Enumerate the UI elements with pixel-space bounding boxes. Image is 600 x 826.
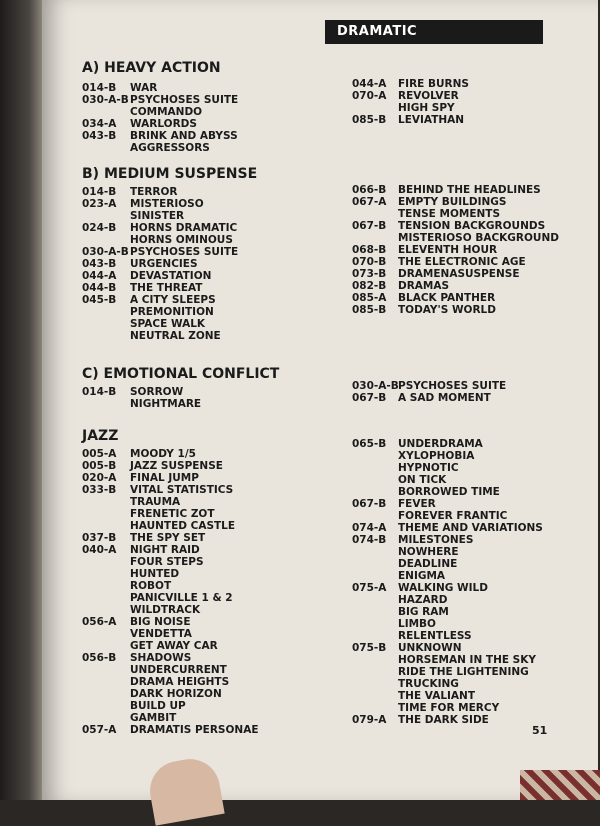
catalog-entry — [352, 654, 543, 666]
track-title: BIG NOISE — [130, 616, 191, 628]
track-title: HYPNOTIC — [398, 462, 459, 474]
catalog-entry — [352, 666, 543, 678]
track-title: THE THREAT — [130, 282, 203, 294]
catalog-entry — [352, 244, 559, 256]
track-title: SPACE WALK — [130, 318, 206, 330]
track-title: HAZARD — [398, 594, 448, 606]
track-title: A CITY SLEEPS — [130, 294, 216, 306]
list-emotional-conflict-cont — [352, 380, 506, 404]
track-code: 044-B — [82, 282, 117, 294]
catalog-entry — [352, 546, 543, 558]
track-title: GET AWAY CAR — [130, 640, 218, 652]
track-title: DARK HORIZON — [130, 688, 222, 700]
catalog-entry — [352, 102, 469, 114]
catalog-entry — [82, 712, 259, 724]
catalog-entry — [352, 256, 559, 268]
track-title: HIGH SPY — [398, 102, 455, 114]
track-code: 024-B — [82, 222, 117, 234]
catalog-entry — [82, 222, 238, 234]
track-title: FINAL JUMP — [130, 472, 199, 484]
list-medium-suspense-cont — [352, 184, 559, 316]
catalog-entry — [352, 630, 543, 642]
track-code: 014-B — [82, 82, 117, 94]
catalog-entry — [352, 90, 469, 102]
catalog-entry — [82, 568, 259, 580]
catalog-entry — [352, 558, 543, 570]
track-code: 079-A — [352, 714, 387, 726]
track-code: 067-B — [352, 392, 387, 404]
track-code: 033-B — [82, 484, 117, 496]
track-title: ENIGMA — [398, 570, 446, 582]
track-code: 067-A — [352, 196, 387, 208]
track-code: 067-B — [352, 220, 387, 232]
track-title: DRAMAS — [398, 280, 450, 292]
track-title: PANICVILLE 1 & 2 — [130, 592, 233, 604]
track-title: EMPTY BUILDINGS — [398, 196, 507, 208]
catalog-entry — [82, 82, 238, 94]
track-title: JAZZ SUSPENSE — [130, 460, 223, 472]
track-title: TRAUMA — [130, 496, 181, 508]
catalog-entry — [352, 462, 543, 474]
catalog-entry — [352, 268, 559, 280]
track-code: 056-B — [82, 652, 117, 664]
track-title: COMMANDO — [130, 106, 203, 118]
track-title: MOODY 1/5 — [130, 448, 196, 460]
track-code: 044-A — [82, 270, 117, 282]
track-code: 056-A — [82, 616, 117, 628]
track-title: FIRE BURNS — [398, 78, 469, 90]
catalog-entry — [352, 594, 543, 606]
heading-jazz: JAZZ — [82, 428, 119, 444]
track-title: BLACK PANTHER — [398, 292, 496, 304]
track-title: FRENETIC ZOT — [130, 508, 215, 520]
track-title: HORNS OMINOUS — [130, 234, 233, 246]
catalog-entry — [352, 678, 543, 690]
track-code: 085-B — [352, 304, 387, 316]
catalog-entry — [82, 688, 259, 700]
track-title: TRUCKING — [398, 678, 459, 690]
track-title: BRINK AND ABYSS — [130, 130, 238, 142]
catalog-entry — [82, 724, 259, 736]
catalog-entry — [352, 510, 543, 522]
track-title: NOWHERE — [398, 546, 459, 558]
track-title: UNDERCURRENT — [130, 664, 227, 676]
track-title: HAUNTED CASTLE — [130, 520, 236, 532]
track-code: 020-A — [82, 472, 117, 484]
catalog-entry — [82, 544, 259, 556]
track-title: GAMBIT — [130, 712, 177, 724]
catalog-entry — [352, 450, 543, 462]
track-code: 085-B — [352, 114, 387, 126]
track-code: 030-A-B — [82, 246, 129, 258]
catalog-entry — [352, 78, 469, 90]
catalog-entry — [82, 258, 238, 270]
track-code: 073-B — [352, 268, 387, 280]
heading-medium-suspense: B) MEDIUM SUSPENSE — [82, 166, 258, 182]
track-title: ON TICK — [398, 474, 447, 486]
track-title: NIGHT RAID — [130, 544, 200, 556]
catalog-entry — [82, 448, 259, 460]
catalog-entry — [352, 522, 543, 534]
catalog-entry — [82, 398, 201, 410]
catalog-entry — [352, 184, 559, 196]
track-title: NEUTRAL ZONE — [130, 330, 221, 342]
catalog-entry — [82, 318, 238, 330]
track-title: TERROR — [130, 186, 178, 198]
track-title: SHADOWS — [130, 652, 192, 664]
track-code: 065-B — [352, 438, 387, 450]
track-code: 014-B — [82, 386, 117, 398]
track-code: 014-B — [82, 186, 117, 198]
track-title: THE VALIANT — [398, 690, 475, 702]
catalog-entry — [82, 270, 238, 282]
track-title: LIMBO — [398, 618, 436, 630]
track-title: DEADLINE — [398, 558, 458, 570]
catalog-entry — [352, 438, 543, 450]
track-title: RELENTLESS — [398, 630, 472, 642]
list-jazz-cont — [352, 438, 543, 726]
catalog-entry — [82, 130, 238, 142]
track-title: URGENCIES — [130, 258, 198, 270]
catalog-entry — [352, 606, 543, 618]
track-title: THE SPY SET — [130, 532, 206, 544]
catalog-entry — [82, 330, 238, 342]
track-code: 005-B — [82, 460, 117, 472]
catalog-entry — [82, 282, 238, 294]
track-code: 040-A — [82, 544, 117, 556]
track-title: REVOLVER — [398, 90, 459, 102]
catalog-entry — [352, 714, 543, 726]
catalog-entry — [82, 520, 259, 532]
track-code: 068-B — [352, 244, 387, 256]
track-title: BEHIND THE HEADLINES — [398, 184, 541, 196]
catalog-entry — [352, 642, 543, 654]
catalog-entry — [352, 114, 469, 126]
track-title: PSYCHOSES SUITE — [398, 380, 507, 392]
catalog-entry — [352, 280, 559, 292]
catalog-entry — [82, 532, 259, 544]
catalog-entry — [352, 304, 559, 316]
track-code: 075-B — [352, 642, 387, 654]
track-title: WARLORDS — [130, 118, 197, 130]
track-code: 066-B — [352, 184, 387, 196]
catalog-entry — [352, 380, 506, 392]
catalog-entry — [82, 142, 238, 154]
track-title: UNDERDRAMA — [398, 438, 483, 450]
track-title: THE ELECTRONIC AGE — [398, 256, 526, 268]
rug-background — [520, 770, 600, 800]
track-title: SORROW — [130, 386, 184, 398]
catalog-entry — [352, 534, 543, 546]
track-title: HORNS DRAMATIC — [130, 222, 238, 234]
track-code: 075-A — [352, 582, 387, 594]
list-emotional-conflict — [82, 386, 201, 410]
catalog-entry — [82, 556, 259, 568]
catalog-entry — [82, 592, 259, 604]
catalog-entry — [82, 508, 259, 520]
track-title: RIDE THE LIGHTENING — [398, 666, 529, 678]
track-title: ELEVENTH HOUR — [398, 244, 498, 256]
track-title: WALKING WILD — [398, 582, 488, 594]
list-heavy-action — [82, 82, 238, 154]
catalog-entry — [82, 484, 259, 496]
track-title: WILDTRACK — [130, 604, 201, 616]
track-title: VITAL STATISTICS — [130, 484, 234, 496]
track-code: 037-B — [82, 532, 117, 544]
track-title: PREMONITION — [130, 306, 214, 318]
catalog-entry — [82, 106, 238, 118]
catalog-entry — [82, 186, 238, 198]
track-title: LEVIATHAN — [398, 114, 465, 126]
track-title: MILESTONES — [398, 534, 474, 546]
track-title: TENSION BACKGROUNDS — [398, 220, 546, 232]
track-title: THEME AND VARIATIONS — [398, 522, 543, 534]
catalog-entry — [352, 232, 559, 244]
track-title: XYLOPHOBIA — [398, 450, 475, 462]
track-title: THE DARK SIDE — [398, 714, 489, 726]
track-title: ROBOT — [130, 580, 172, 592]
catalog-entry — [82, 460, 259, 472]
track-code: 005-A — [82, 448, 117, 460]
track-title: PSYCHOSES SUITE — [130, 246, 239, 258]
catalog-entry — [352, 220, 559, 232]
track-code: 070-B — [352, 256, 387, 268]
section-banner — [325, 20, 543, 44]
track-title: HORSEMAN IN THE SKY — [398, 654, 536, 666]
catalog-entry — [82, 664, 259, 676]
track-title: FEVER — [398, 498, 436, 510]
catalog-entry — [82, 294, 238, 306]
track-code: 034-A — [82, 118, 117, 130]
catalog-entry — [82, 700, 259, 712]
track-title: BIG RAM — [398, 606, 449, 618]
catalog-entry — [82, 198, 238, 210]
track-title: DRAMENASUSPENSE — [398, 268, 520, 280]
track-code: 074-A — [352, 522, 387, 534]
track-code: 057-A — [82, 724, 117, 736]
track-code: 067-B — [352, 498, 387, 510]
track-title: VENDETTA — [130, 628, 192, 640]
catalog-entry — [352, 392, 506, 404]
catalog-entry — [352, 474, 543, 486]
list-medium-suspense — [82, 186, 238, 342]
track-title: TODAY'S WORLD — [398, 304, 496, 316]
track-title: WAR — [130, 82, 158, 94]
catalog-entry — [82, 628, 259, 640]
track-code: 082-B — [352, 280, 387, 292]
heading-emotional-conflict: C) EMOTIONAL CONFLICT — [82, 366, 280, 382]
track-code: 043-B — [82, 130, 117, 142]
track-title: BUILD UP — [130, 700, 186, 712]
catalog-entry — [82, 210, 238, 222]
track-title: A SAD MOMENT — [398, 392, 491, 404]
track-title: MISTERIOSO — [130, 198, 204, 210]
track-title: DRAMA HEIGHTS — [130, 676, 230, 688]
track-code: 043-B — [82, 258, 117, 270]
track-title: TENSE MOMENTS — [398, 208, 501, 220]
catalog-entry — [352, 690, 543, 702]
track-title: BORROWED TIME — [398, 486, 500, 498]
list-heavy-action-cont — [352, 78, 469, 126]
track-code: 070-A — [352, 90, 387, 102]
track-title: FOUR STEPS — [130, 556, 204, 568]
catalog-entry — [82, 652, 259, 664]
track-code: 044-A — [352, 78, 387, 90]
track-code: 045-B — [82, 294, 117, 306]
catalog-entry — [82, 496, 259, 508]
catalog-entry — [352, 570, 543, 582]
catalog-entry — [352, 208, 559, 220]
catalog-entry — [352, 196, 559, 208]
catalog-entry — [82, 676, 259, 688]
catalog-entry — [352, 702, 543, 714]
catalog-entry — [352, 486, 543, 498]
banner-title: DRAMATIC — [337, 24, 418, 39]
track-title: DEVASTATION — [130, 270, 212, 282]
track-code: 085-A — [352, 292, 387, 304]
catalog-entry — [82, 580, 259, 592]
track-title: PSYCHOSES SUITE — [130, 94, 239, 106]
catalog-entry — [352, 498, 543, 510]
track-title: NIGHTMARE — [130, 398, 202, 410]
book-spine — [0, 0, 42, 800]
track-code: 030-A-B — [82, 94, 129, 106]
catalog-entry — [82, 246, 238, 258]
track-title: AGGRESSORS — [130, 142, 210, 154]
list-jazz — [82, 448, 259, 736]
track-code: 074-B — [352, 534, 387, 546]
catalog-entry — [352, 618, 543, 630]
track-title: TIME FOR MERCY — [398, 702, 500, 714]
catalog-entry — [82, 616, 259, 628]
track-title: HUNTED — [130, 568, 180, 580]
catalog-entry — [352, 292, 559, 304]
track-code: 023-A — [82, 198, 117, 210]
catalog-entry — [82, 118, 238, 130]
catalog-entry — [352, 582, 543, 594]
heading-heavy-action: A) HEAVY ACTION — [82, 60, 221, 76]
track-code: 030-A-B — [352, 380, 399, 392]
page-number: 51 — [532, 724, 548, 737]
catalog-entry — [82, 306, 238, 318]
catalog-entry — [82, 604, 259, 616]
track-title: MISTERIOSO BACKGROUND — [398, 232, 559, 244]
catalog-entry — [82, 234, 238, 246]
catalog-entry — [82, 472, 259, 484]
track-title: SINISTER — [130, 210, 185, 222]
catalog-entry — [82, 640, 259, 652]
catalog-entry — [82, 94, 238, 106]
catalog-entry — [82, 386, 201, 398]
track-title: UNKNOWN — [398, 642, 462, 654]
track-title: DRAMATIS PERSONAE — [130, 724, 259, 736]
track-title: FOREVER FRANTIC — [398, 510, 508, 522]
